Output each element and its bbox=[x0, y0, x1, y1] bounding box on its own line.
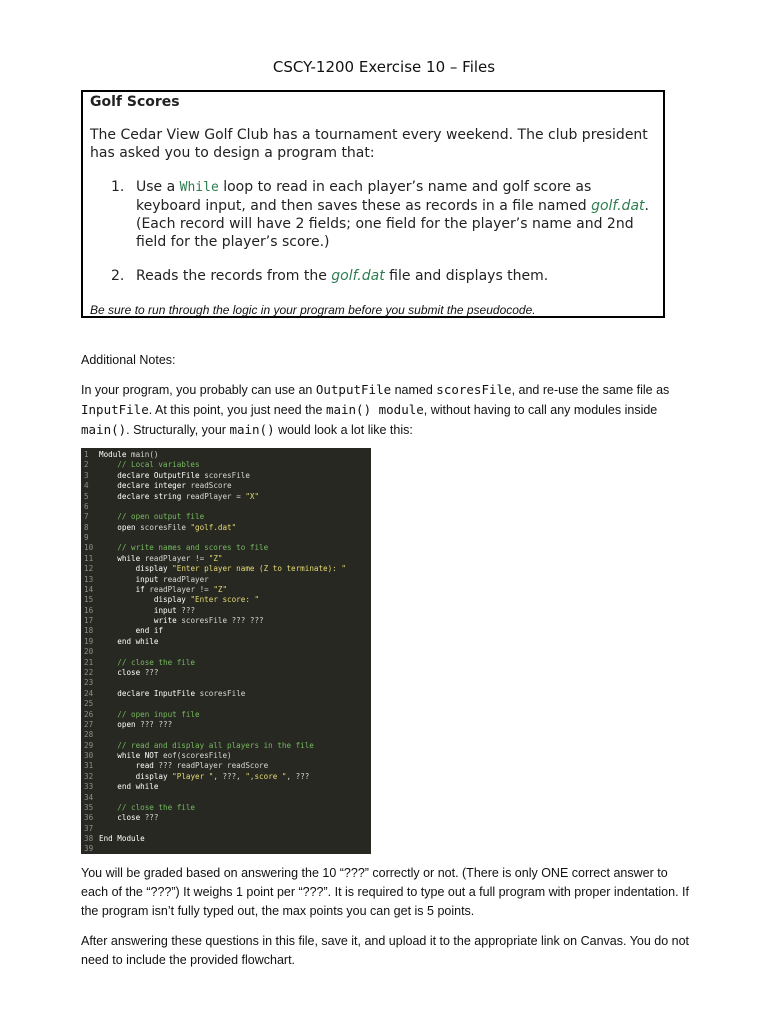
line-number: 20 bbox=[84, 647, 94, 657]
code-text: display "Enter player name (Z to terminate): " bbox=[135, 564, 346, 574]
code-line bbox=[81, 647, 99, 657]
line-number: 26 bbox=[84, 709, 94, 719]
list-number: 2. bbox=[111, 268, 125, 284]
submission-paragraph: After answering these questions in this file, save it, and upload it to the appropriate link on Canvas. You do not need to include the provided flowchart. bbox=[81, 934, 690, 967]
exercise-box bbox=[81, 90, 665, 318]
code-line bbox=[81, 502, 99, 512]
line-number: 6 bbox=[84, 501, 89, 511]
code-text: // read and display all players in the file bbox=[99, 740, 314, 750]
code-line bbox=[81, 471, 250, 481]
line-number: 18 bbox=[84, 626, 94, 636]
code-line bbox=[81, 481, 232, 491]
code-line bbox=[81, 720, 172, 730]
code-text: // open input file bbox=[99, 709, 200, 719]
code-text: open scoresFile "golf.dat" bbox=[117, 522, 237, 532]
pseudocode-block bbox=[81, 448, 371, 854]
code-line bbox=[81, 533, 99, 543]
line-number: 30 bbox=[84, 751, 94, 761]
code-text: Module main() bbox=[99, 450, 159, 459]
code-line bbox=[81, 844, 99, 854]
list-number: 1. bbox=[111, 179, 125, 195]
line-number: 16 bbox=[84, 605, 94, 615]
code-line bbox=[81, 803, 195, 813]
file-name: golf.dat bbox=[331, 268, 385, 284]
code-text: // close the file bbox=[99, 657, 196, 667]
line-number: 34 bbox=[84, 792, 94, 802]
code-line bbox=[81, 512, 204, 522]
code-line bbox=[81, 492, 259, 502]
line-number: 1 bbox=[84, 450, 89, 459]
code-line bbox=[81, 668, 158, 678]
requirement-text: loop to read in each player’s name and golf score as keyboard input, and then saves these as records in a file named bbox=[136, 179, 592, 214]
line-number: 2 bbox=[84, 460, 89, 470]
line-number: 9 bbox=[84, 533, 89, 543]
inline-code: InputFile bbox=[81, 402, 149, 417]
line-number: 13 bbox=[84, 574, 94, 584]
code-line bbox=[81, 751, 232, 761]
notes-text: . Structurally, your bbox=[126, 423, 230, 437]
requirement-2 bbox=[83, 267, 663, 285]
code-line bbox=[81, 741, 314, 751]
code-text: input readPlayer bbox=[135, 574, 209, 584]
document-title: CSCY-1200 Exercise 10 – Files bbox=[272, 58, 496, 76]
line-number: 7 bbox=[84, 512, 89, 522]
line-number: 31 bbox=[84, 761, 94, 771]
inline-code: scoresFile bbox=[436, 382, 512, 397]
code-line bbox=[81, 699, 99, 709]
line-number: 11 bbox=[84, 553, 94, 563]
exercise-intro: The Cedar View Golf Club has a tournament every weekend. The club president has asked you to design a program that: bbox=[90, 127, 648, 161]
line-number: 28 bbox=[84, 730, 94, 740]
code-text: End Module bbox=[99, 834, 145, 844]
code-text: // close the file bbox=[99, 802, 196, 812]
code-line bbox=[81, 793, 99, 803]
code-text: end if bbox=[135, 626, 164, 636]
code-line bbox=[81, 523, 236, 533]
code-text: display "Player ", ???, ",score ", ??? bbox=[135, 771, 310, 781]
code-line bbox=[81, 824, 99, 834]
line-number: 29 bbox=[84, 740, 94, 750]
line-number: 19 bbox=[84, 636, 94, 646]
code-line bbox=[81, 772, 309, 782]
line-number: 17 bbox=[84, 616, 94, 626]
code-text: close ??? bbox=[117, 667, 159, 677]
file-name: golf.dat bbox=[591, 198, 645, 214]
line-number: 35 bbox=[84, 802, 94, 812]
line-number: 37 bbox=[84, 823, 94, 833]
code-line bbox=[81, 616, 264, 626]
code-line bbox=[81, 460, 200, 470]
line-number: 36 bbox=[84, 813, 94, 823]
code-line bbox=[81, 595, 259, 605]
code-line bbox=[81, 782, 158, 792]
line-number: 10 bbox=[84, 543, 94, 553]
code-text: input ??? bbox=[153, 605, 196, 615]
code-text: declare OutputFile scoresFile bbox=[117, 470, 250, 480]
code-line bbox=[81, 678, 99, 688]
requirement-text: . (Each record will have 2 fields; one field for the player’s name and 2nd field for the player’s score.) bbox=[136, 198, 649, 250]
inline-code: main() bbox=[229, 422, 275, 437]
line-number: 5 bbox=[84, 491, 89, 501]
line-number: 38 bbox=[84, 834, 94, 844]
requirement-text: file and displays them. bbox=[384, 268, 549, 284]
code-text: if readPlayer != "Z" bbox=[135, 584, 228, 594]
code-text: // write names and scores to file bbox=[99, 543, 269, 553]
notes-text: , and re-use the same file as bbox=[511, 383, 670, 397]
line-number: 25 bbox=[84, 699, 94, 709]
code-text: close ??? bbox=[117, 813, 159, 823]
notes-text: . At this point, you just need the bbox=[148, 403, 326, 417]
code-text: while readPlayer != "Z" bbox=[117, 553, 223, 563]
line-number: 39 bbox=[84, 844, 94, 854]
code-line bbox=[81, 564, 346, 574]
grading-paragraph: You will be graded based on answering the 10 “???” correctly or not. (There is only ONE correct answer to each of the “???”) It weighs 1 point per “???”. It is required to type out a full program with proper indentation. If the program isn’t fully typed out, the max points you can get is 5 points. bbox=[81, 866, 689, 918]
code-text: // open output file bbox=[99, 512, 205, 522]
code-line bbox=[81, 606, 195, 616]
code-text: open ??? ??? bbox=[117, 719, 173, 729]
code-line bbox=[81, 637, 158, 647]
line-number: 23 bbox=[84, 678, 94, 688]
notes-text: named bbox=[391, 383, 437, 397]
line-number: 15 bbox=[84, 595, 94, 605]
requirement-1 bbox=[83, 178, 663, 251]
requirement-text: Reads the records from the bbox=[136, 268, 332, 284]
code-text: while NOT eof(scoresFile) bbox=[117, 751, 232, 761]
notes-paragraph bbox=[81, 380, 691, 440]
line-number: 22 bbox=[84, 667, 94, 677]
code-text: end while bbox=[117, 782, 159, 792]
line-number: 21 bbox=[84, 657, 94, 667]
inline-code: OutputFile bbox=[315, 382, 392, 397]
code-line bbox=[81, 730, 99, 740]
exercise-heading: Golf Scores bbox=[90, 94, 180, 110]
code-text: display "Enter score: " bbox=[153, 595, 260, 605]
line-number: 8 bbox=[84, 522, 89, 532]
code-text: end while bbox=[117, 636, 159, 646]
code-text: declare integer readScore bbox=[117, 481, 232, 491]
code-line bbox=[81, 626, 163, 636]
code-text: read ??? readPlayer readScore bbox=[135, 761, 269, 771]
code-line bbox=[81, 761, 268, 771]
code-text: write scoresFile ??? ??? bbox=[153, 616, 264, 626]
code-line bbox=[81, 658, 195, 668]
code-line bbox=[81, 710, 200, 720]
line-number: 14 bbox=[84, 584, 94, 594]
code-line bbox=[81, 834, 145, 844]
inline-code: While bbox=[179, 180, 219, 195]
notes-text: , without having to call any modules inside bbox=[423, 403, 658, 417]
code-text: // Local variables bbox=[99, 460, 200, 470]
line-number: 32 bbox=[84, 771, 94, 781]
notes-text: would look a lot like this: bbox=[274, 423, 413, 437]
line-number: 3 bbox=[84, 470, 89, 480]
code-line bbox=[81, 554, 222, 564]
code-text: declare string readPlayer = "X" bbox=[117, 491, 260, 501]
code-line bbox=[81, 450, 158, 460]
code-line bbox=[81, 575, 209, 585]
line-number: 24 bbox=[84, 688, 94, 698]
line-number: 27 bbox=[84, 719, 94, 729]
notes-text: In your program, you probably can use an bbox=[81, 383, 316, 397]
code-line bbox=[81, 689, 245, 699]
notes-heading: Additional Notes: bbox=[81, 353, 176, 367]
code-line bbox=[81, 543, 268, 553]
requirement-text: Use a bbox=[136, 179, 180, 195]
code-line bbox=[81, 585, 227, 595]
exercise-note: Be sure to run through the logic in your program before you submit the pseudocode. bbox=[90, 303, 536, 317]
inline-code: main() bbox=[81, 422, 127, 437]
line-number: 12 bbox=[84, 564, 94, 574]
code-text: declare InputFile scoresFile bbox=[117, 688, 246, 698]
code-line bbox=[81, 813, 158, 823]
inline-code: main() module bbox=[325, 402, 424, 417]
line-number: 33 bbox=[84, 782, 94, 792]
line-number: 4 bbox=[84, 481, 89, 491]
requirements-list bbox=[83, 178, 663, 285]
